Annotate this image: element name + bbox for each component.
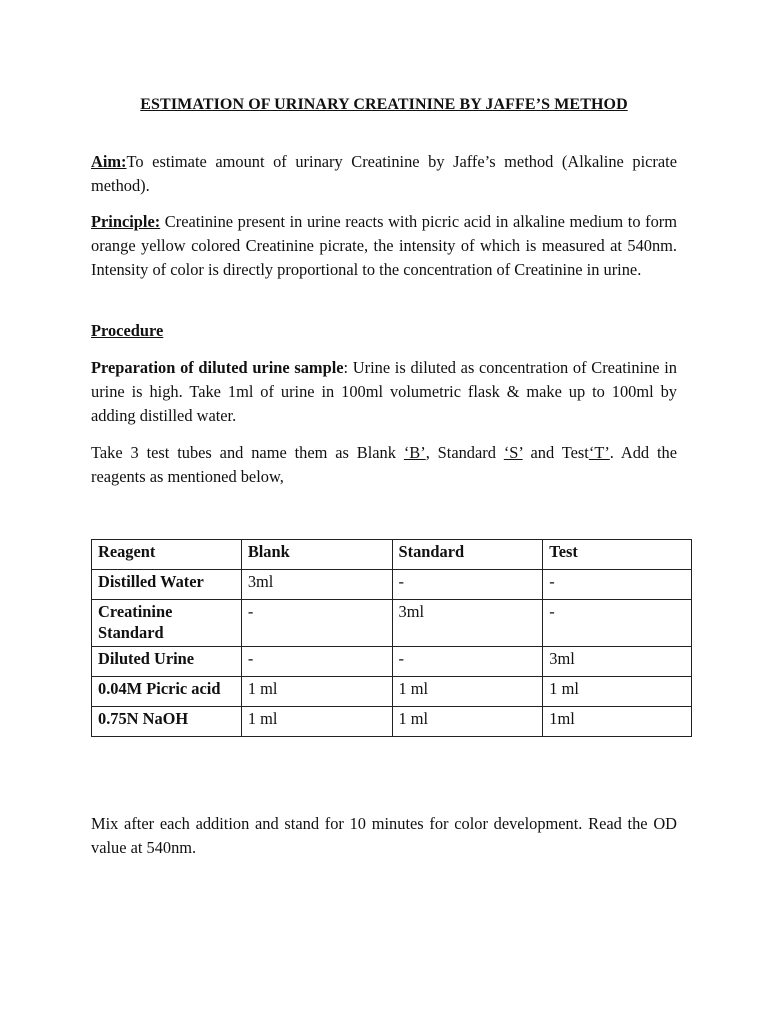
table-cell: 1ml — [543, 707, 692, 737]
reagent-table — [91, 539, 692, 737]
table-cell: 1 ml — [241, 677, 392, 707]
closing-paragraph: Mix after each addition and stand for 10 minutes for color development. Read the OD value at 540nm. — [91, 814, 677, 857]
table-cell: - — [241, 600, 392, 647]
table-row — [92, 677, 692, 707]
table-cell: 3ml — [543, 647, 692, 677]
table-cell: Creatinine Standard — [92, 600, 242, 647]
table-cell: 1 ml — [543, 677, 692, 707]
table-cell: - — [241, 647, 392, 677]
procedure-heading: Procedure — [91, 321, 164, 340]
table-cell: 3ml — [392, 600, 543, 647]
table-cell: - — [543, 570, 692, 600]
principle-text: Creatinine present in urine reacts with picric acid in alkaline medium to form orange yellow colored Creatinine picrate, the intensity of which is measured at 540nm. Intensity of color is directly proportional to the concentration of Creatinine in urine. — [91, 212, 677, 279]
table-cell: - — [543, 600, 692, 647]
principle-paragraph — [91, 210, 677, 282]
tubes-paragraph: Take 3 test tubes and name them as Blank ‘B’, Standard ‘S’ and Test‘T’. Add the reagents as mentioned below, — [91, 443, 678, 486]
preparation-paragraph — [91, 356, 677, 428]
test-code: ‘T’ — [588, 443, 610, 462]
table-cell: Diluted Urine — [92, 647, 242, 677]
document-title: ESTIMATION OF URINARY CREATININE BY JAFFE’S METHOD — [140, 96, 628, 113]
aim-label: Aim: — [91, 152, 127, 171]
preparation-text: : Urine is diluted as concentration of Creatinine in urine is high. Take 1ml of urine in 100ml volumetric flask & make up to 100ml by adding distilled water. — [91, 358, 677, 425]
table-cell: 0.75N NaOH — [92, 707, 242, 737]
table-cell: Distilled Water — [92, 570, 242, 600]
preparation-label: Preparation of diluted urine sample — [91, 358, 344, 377]
aim-text: To estimate amount of urinary Creatinine by Jaffe’s method (Alkaline picrate method). — [91, 152, 677, 195]
table-row — [92, 647, 692, 677]
table-cell: 0.04M Picric acid — [92, 677, 242, 707]
table-cell: 1 ml — [241, 707, 392, 737]
table-row — [92, 600, 692, 647]
standard-code: ‘S’ — [503, 443, 523, 462]
table-row — [92, 707, 692, 737]
table-row — [92, 570, 692, 600]
header-test: Test — [543, 540, 692, 570]
aim-paragraph — [91, 150, 677, 198]
blank-code: ‘B’ — [403, 443, 426, 462]
table-header-row — [92, 540, 692, 570]
principle-label: Principle: — [91, 212, 161, 231]
header-blank: Blank — [241, 540, 392, 570]
table-cell: 3ml — [241, 570, 392, 600]
table-cell: 1 ml — [392, 707, 543, 737]
table-cell: - — [392, 647, 543, 677]
table-cell: - — [392, 570, 543, 600]
header-reagent: Reagent — [92, 540, 242, 570]
header-standard: Standard — [392, 540, 543, 570]
table-cell: 1 ml — [392, 677, 543, 707]
